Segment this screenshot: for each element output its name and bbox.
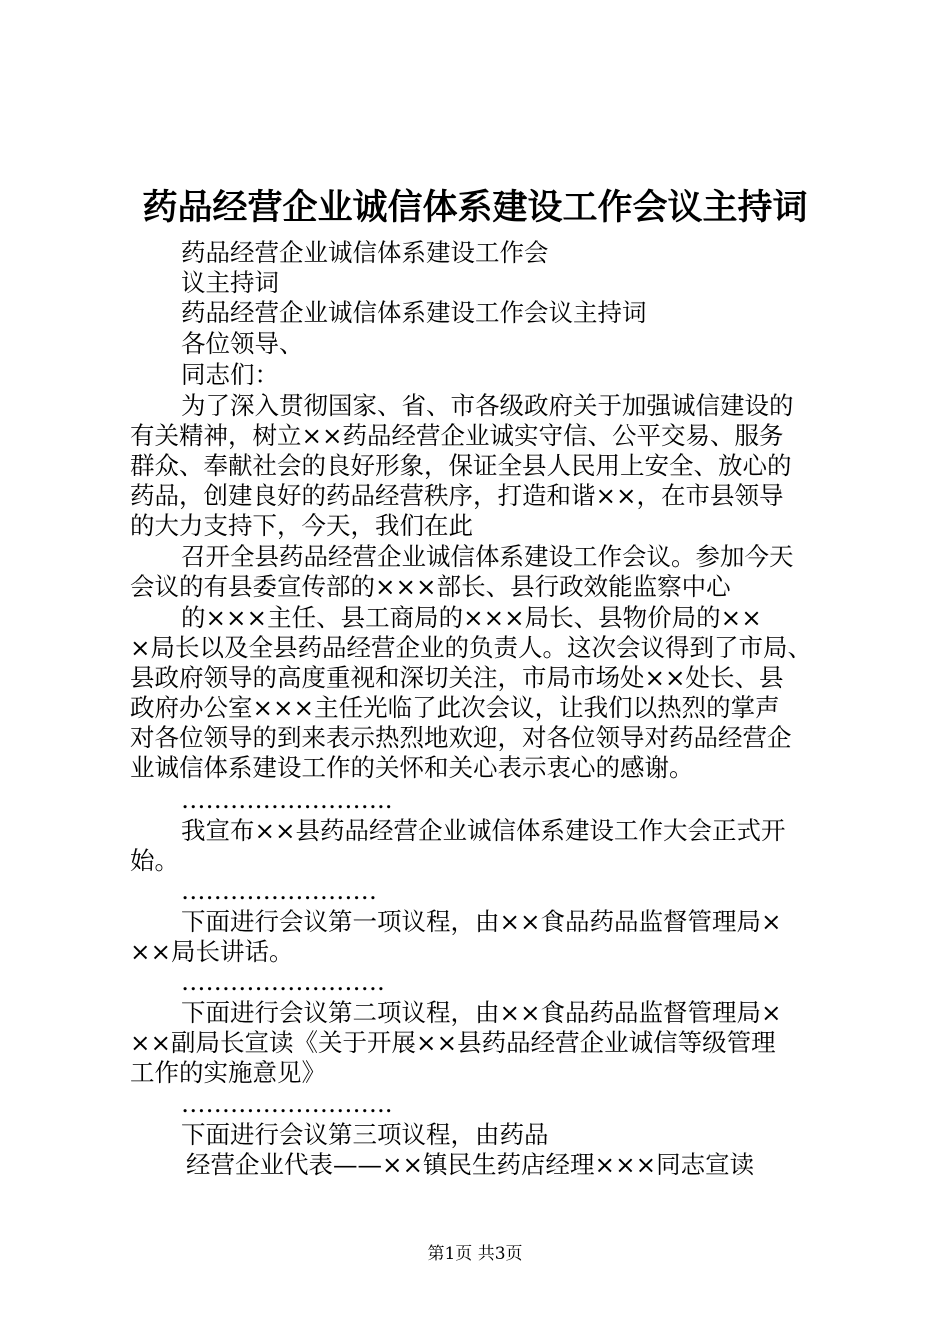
text-line: 工作的实施意见》 xyxy=(130,1058,326,1087)
text-line: ××局长讲话。 xyxy=(130,937,294,966)
text-line: 政府办公室×××主任光临了此次会议，让我们以热烈的掌声 xyxy=(130,693,780,722)
text-line: 药品，创建良好的药品经营秩序，打造和谐××，在市县领导 xyxy=(130,481,784,510)
text-line: 对各位领导的到来表示热烈地欢迎，对各位领导对药品经营企 xyxy=(130,723,792,752)
text-line: 始。 xyxy=(130,846,179,875)
text-line: 会议的有县委宣传部的×××部长、县行政效能监察中心 xyxy=(130,572,731,601)
ellipsis-line: …………………… xyxy=(181,876,377,905)
text-line: 业诚信体系建设工作的关怀和关心表示衷心的感谢。 xyxy=(130,753,694,782)
text-line: 的×××主任、县工商局的×××局长、县物价局的×× xyxy=(181,603,762,632)
text-line: 下面进行会议第三项议程，由药品 xyxy=(181,1120,549,1149)
text-line: 有关精神，树立××药品经营企业诚实守信、公平交易、服务 xyxy=(130,421,784,450)
text-line: 召开全县药品经营企业诚信体系建设工作会议。参加今天 xyxy=(181,542,794,571)
text-line: 各位领导、 xyxy=(181,329,304,358)
text-line: ××副局长宣读《关于开展××县药品经营企业诚信等级管理 xyxy=(130,1028,776,1057)
text-line: 县政府领导的高度重视和深切关注，市局市场处××处长、县 xyxy=(130,663,784,692)
ellipsis-line: ……………………. xyxy=(181,967,385,996)
text-line: 为了深入贯彻国家、省、市各级政府关于加强诚信建设的 xyxy=(181,391,794,420)
text-line: 经营企业代表——××镇民生药店经理×××同志宣读 xyxy=(186,1150,755,1179)
text-line: 议主持词 xyxy=(181,268,279,297)
text-line: 同志们： xyxy=(181,360,279,389)
text-line: 的大力支持下，今天，我们在此 xyxy=(130,511,473,540)
ellipsis-line: …………………….. xyxy=(181,1089,393,1118)
text-line: 药品经营企业诚信体系建设工作会议主持词 xyxy=(181,298,647,327)
document-title: 药品经营企业诚信体系建设工作会议主持词 xyxy=(142,188,808,228)
text-line: 群众、奉献社会的良好形象，保证全县人民用上安全、放心的 xyxy=(130,451,792,480)
ellipsis-line: …………………….. xyxy=(181,785,393,814)
text-line: 我宣布××县药品经营企业诚信体系建设工作大会正式开 xyxy=(181,816,786,845)
page-footer: 第1页 共3页 xyxy=(427,1244,523,1264)
text-line: ×局长以及全县药品经营企业的负责人。这次会议得到了市局、 xyxy=(130,633,813,662)
text-line: 下面进行会议第一项议程，由××食品药品监督管理局× xyxy=(181,907,782,936)
text-line: 下面进行会议第二项议程，由××食品药品监督管理局× xyxy=(181,998,782,1027)
text-line: 药品经营企业诚信体系建设工作会 xyxy=(181,238,549,267)
